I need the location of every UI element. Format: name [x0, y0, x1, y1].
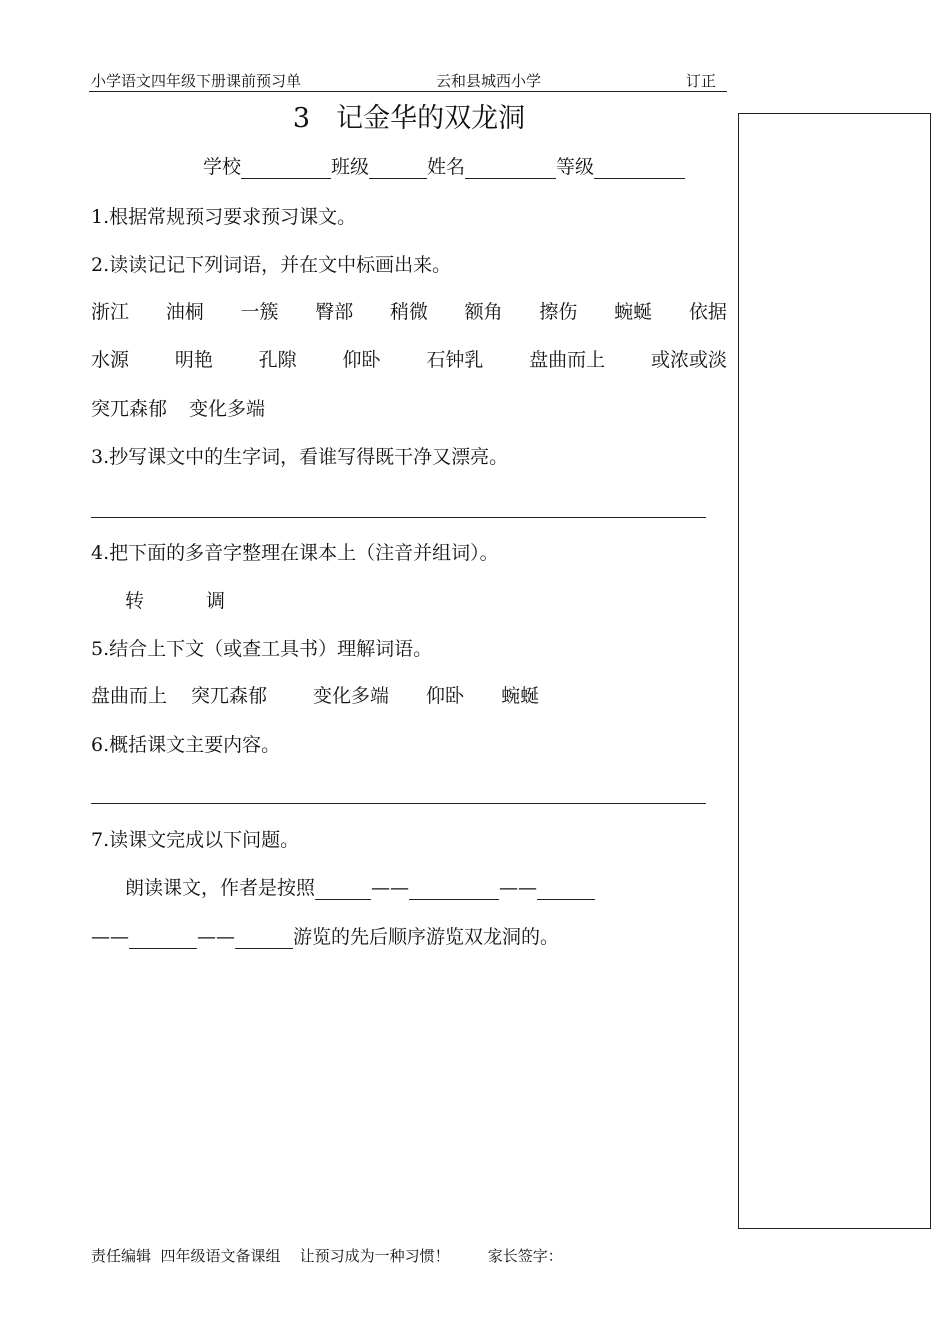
route-blank-2[interactable] [409, 879, 499, 900]
task-5: 5.结合上下文（或查工具书）理解词语。 [91, 638, 433, 660]
vocab-word: 变化多端 [313, 685, 390, 707]
vocab-word: 突兀森郁 [91, 398, 168, 420]
task-6: 6.概括课文主要内容。 [91, 734, 281, 756]
task-4: 4.把下面的多音字整理在课本上（注音并组词）。 [91, 542, 499, 564]
route-blank-5[interactable] [235, 928, 293, 949]
polyphonic-char: 调 [206, 590, 226, 612]
vocab-word: 浙江 [91, 301, 130, 323]
vocab-word: 盘曲而上 [91, 685, 168, 707]
header-rule [89, 91, 727, 92]
vocab-word: 孔隙 [258, 349, 297, 371]
footer-slogan: 让预习成为一种习惯！ [299, 1247, 450, 1265]
word-row-2 [91, 345, 727, 372]
dash: —— [499, 877, 538, 899]
footer-editor: 责任编辑 四年级语文备课组 [91, 1247, 281, 1265]
class-field[interactable] [369, 152, 427, 179]
header-correction-label: 订正 [686, 72, 717, 90]
grade-label: 等级 [556, 156, 595, 178]
task-7-prefix: 朗读课文，作者是按照 [125, 877, 316, 899]
page-title [0, 96, 818, 135]
vocab-word: 或浓或淡 [650, 349, 727, 371]
vocab-word: 水源 [91, 349, 130, 371]
school-field[interactable] [241, 152, 331, 179]
dash: —— [91, 926, 129, 948]
class-label: 班级 [331, 156, 370, 178]
vocab-word: 变化多端 [189, 398, 266, 420]
vocab-word: 蜿蜒 [501, 685, 540, 707]
route-blank-4[interactable] [129, 928, 197, 949]
school-label: 学校 [203, 156, 242, 178]
header-left-text: 小学语文四年级下册课前预习单 [91, 72, 302, 90]
lesson-number: 3 [292, 103, 311, 134]
task-3: 3.抄写课文中的生字词，看谁写得既干净又漂亮。 [91, 446, 509, 468]
vocab-word: 一簇 [240, 301, 279, 323]
route-blank-1[interactable] [315, 879, 371, 900]
correction-box[interactable] [738, 113, 931, 1229]
task-7-line-2 [91, 922, 559, 949]
task-7-suffix: 游览的先后顺序游览双龙洞的。 [293, 926, 560, 948]
vocab-word: 依据 [688, 301, 727, 323]
vocab-word: 蜿蜒 [614, 301, 653, 323]
word-row-1 [91, 297, 727, 324]
vocab-word: 额角 [464, 301, 503, 323]
vocab-word: 臀部 [315, 301, 354, 323]
name-field[interactable] [465, 152, 556, 179]
name-label: 姓名 [427, 156, 466, 178]
vocab-word: 突兀森郁 [191, 685, 268, 707]
vocab-word: 擦伤 [539, 301, 578, 323]
student-info-line [203, 152, 685, 179]
task-7-line-1 [125, 873, 595, 900]
lesson-title: 记金华的双龙洞 [336, 103, 526, 134]
vocab-word: 仰卧 [426, 685, 465, 707]
vocab-word: 石钟乳 [426, 349, 484, 371]
vocab-word: 仰卧 [342, 349, 381, 371]
polyphonic-chars [125, 586, 225, 613]
task-2: 2.读读记记下列词语，并在文中标画出来。 [91, 254, 452, 276]
dash: —— [371, 877, 410, 899]
task-1: 1.根据常规预习要求预习课文。 [91, 206, 357, 228]
polyphonic-char: 转 [125, 590, 145, 612]
dash: —— [197, 926, 235, 948]
footer [91, 1245, 563, 1266]
answer-line-task-6[interactable] [91, 803, 706, 804]
task-5-words [91, 681, 539, 708]
vocab-word: 明艳 [174, 349, 213, 371]
parent-signature-label: 家长签字： [487, 1247, 563, 1265]
task-7: 7.读课文完成以下问题。 [91, 829, 300, 851]
vocab-word: 油桐 [165, 301, 204, 323]
grade-field[interactable] [594, 152, 685, 179]
word-row-3 [91, 394, 265, 421]
vocab-word: 盘曲而上 [529, 349, 606, 371]
route-blank-3[interactable] [537, 879, 595, 900]
answer-line-task-3[interactable] [91, 517, 706, 518]
vocab-word: 稍微 [389, 301, 428, 323]
header-school-name: 云和县城西小学 [436, 72, 542, 90]
